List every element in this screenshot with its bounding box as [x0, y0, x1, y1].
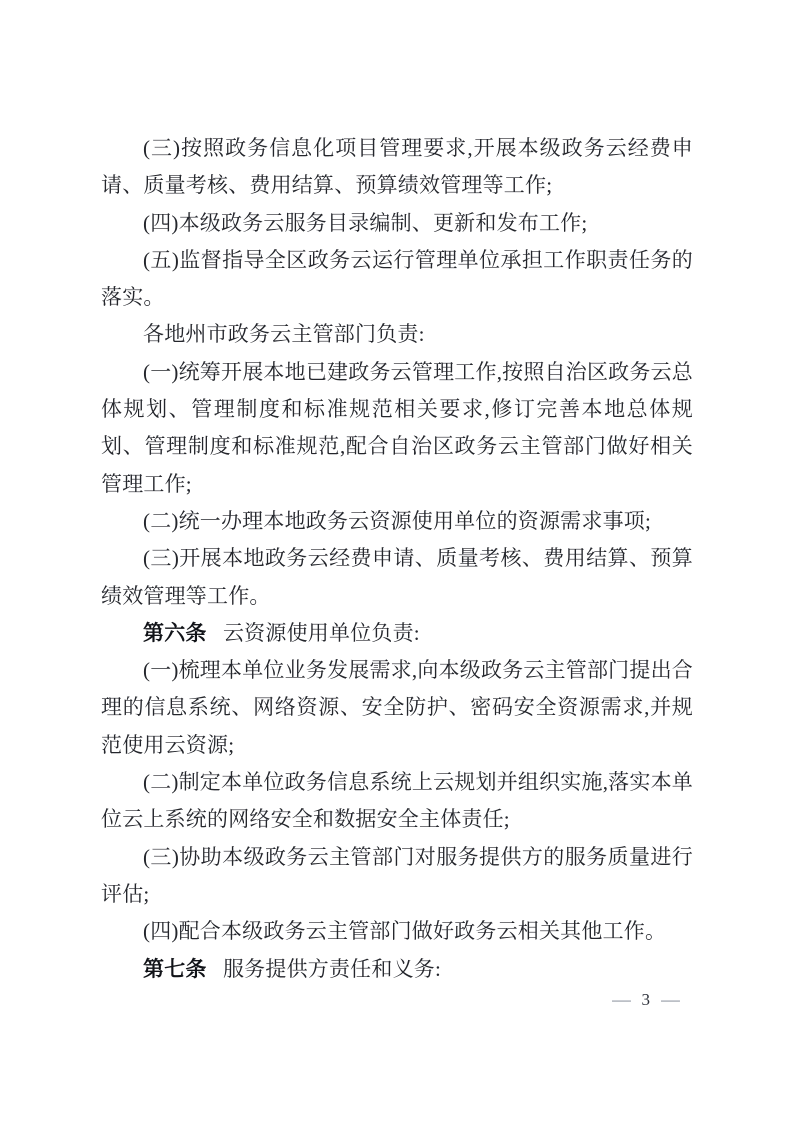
paragraph: [101, 652, 693, 764]
paragraph: [101, 354, 693, 503]
paragraph: [101, 503, 693, 540]
paragraph: [101, 839, 693, 914]
paragraph-text: (三)协助本级政务云主管部门对服务提供方的服务质量进行评估;: [101, 844, 693, 906]
article-heading: [101, 615, 693, 652]
paragraph: [101, 242, 693, 317]
paragraph-text: (二)制定本单位政务信息系统上云规划并组织实施,落实本单位云上系统的网络安全和数据安全主体责任;: [101, 770, 693, 832]
page-number: 3: [641, 990, 650, 1009]
paragraph: [101, 540, 693, 615]
paragraph-text: (一)梳理本单位业务发展需求,向本级政务云主管部门提出合理的信息系统、网络资源、安全防护、密码安全资源需求,并规范使用云资源;: [101, 658, 693, 757]
article-title: 服务提供方责任和义务:: [222, 956, 442, 981]
page-number-footer: [613, 991, 680, 1008]
article-number: 第六条: [143, 621, 207, 645]
paragraph-text: (二)统一办理本地政务云资源使用单位的资源需求事项;: [143, 508, 652, 533]
paragraph-text: (三)开展本地政务云经费申请、质量考核、费用结算、预算绩效管理等工作。: [101, 546, 693, 608]
paragraph-text: (四)本级政务云服务目录编制、更新和发布工作;: [143, 210, 588, 235]
article-title: 云资源使用单位负责:: [222, 620, 420, 645]
article-heading: [101, 951, 693, 988]
paragraph: [101, 316, 693, 353]
paragraph: [101, 130, 693, 205]
paragraph-text: 各地州市政务云主管部门负责:: [143, 322, 425, 347]
paragraph-text: (五)监督指导全区政务云运行管理单位承担工作职责任务的落实。: [101, 247, 693, 310]
footer-dash-left: —: [611, 990, 631, 1009]
paragraph: [101, 764, 693, 839]
document-body: [101, 130, 693, 988]
article-number: 第七条: [143, 957, 207, 981]
paragraph-text: (三)按照政务信息化项目管理要求,开展本级政务云经费申请、质量考核、费用结算、预算绩效管理等工作;: [101, 136, 693, 198]
footer-dash-right: —: [661, 990, 680, 1009]
paragraph-text: (一)统筹开展本地已建政务云管理工作,按照自治区政务云总体规划、管理制度和标准规范相关要求,修订完善本地总体规划、管理制度和标准规范,配合自治区政务云主管部门做好相关管理工作;: [101, 359, 693, 496]
paragraph: [101, 913, 693, 950]
paragraph: [101, 205, 693, 242]
paragraph-text: (四)配合本级政务云主管部门做好政务云相关其他工作。: [143, 919, 667, 944]
